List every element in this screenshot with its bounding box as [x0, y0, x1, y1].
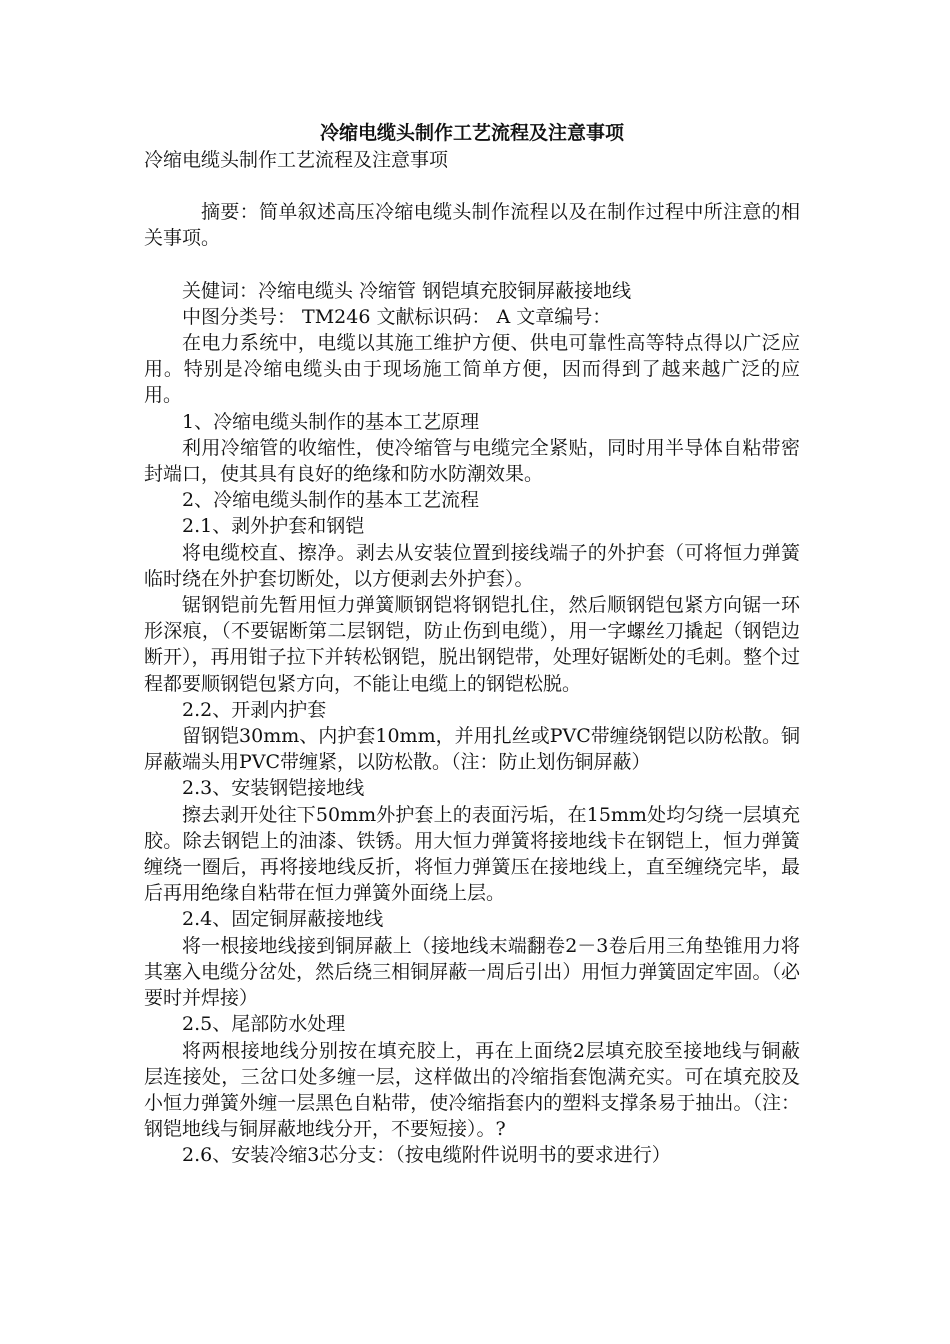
spacer [144, 173, 800, 199]
spacer [144, 252, 800, 278]
body-paragraph: 将一根接地线接到铜屏蔽上（接地线末端翻卷2－3卷后用三角垫锥用力将其塞入电缆分岔处，然后绕三相铜屏蔽一周后引出）用恒力弹簧固定牢固。（必要时并焊接） [144, 934, 800, 1010]
section-heading-1: 1、冷缩电缆头制作的基本工艺原理 [182, 410, 480, 433]
subsection-heading-2-4: 2.4、固定铜屏蔽接地线 [182, 908, 384, 931]
document-subtitle: 冷缩电缆头制作工艺流程及注意事项 [144, 149, 449, 171]
subsection-heading-2-5: 2.5、尾部防水处理 [182, 1013, 346, 1036]
body-paragraph: 擦去剥开处往下50mm外护套上的表面污垢，在15mm处均匀绕一层填充胶。除去钢铠上的油漆、铁锈。用大恒力弹簧将接地线卡在钢铠上，恒力弹簧缠绕一圈后，再将接地线反折，将恒力弹簧压在接地线上，直至缠绕完毕，最后再用绝缘自粘带在恒力弹簧外面绕上层。 [144, 803, 800, 905]
keywords: 关健词：冷缩电缆头 冷缩管 钢铠填充胶铜屏蔽接地线 [182, 279, 632, 302]
subsection-heading-2-1: 2.1、剥外护套和钢铠 [182, 515, 365, 538]
body-paragraph: 将两根接地线分别按在填充胶上，再在上面绕2层填充胶至接地线与铜蔽层连接处，三岔口处多缠一层，这样做出的冷缩指套饱满充实。可在填充胶及小恒力弹簧外缠一层黑色自粘带，使冷缩指套内的塑料支撑条易于抽出。（注：钢铠地线与铜屏蔽地线分开，不要短接）。? [144, 1039, 800, 1141]
subsection-heading-2-6: 2.6、安装冷缩3芯分支：（按电缆附件说明书的要求进行） [182, 1144, 671, 1167]
subsection-heading-2-3: 2.3、安装钢铠接地线 [182, 777, 365, 800]
abstract: 摘要：简单叙述高压冷缩电缆头制作流程以及在制作过程中所注意的相关事项。 [144, 201, 800, 250]
subsection-heading-2-2: 2.2、开剥内护套 [182, 698, 327, 721]
section-heading-2: 2、冷缩电缆头制作的基本工艺流程 [182, 489, 480, 512]
body-paragraph: 留钢铠30mm、内护套10mm，并用扎丝或PVC带缠绕钢铠以防松散。铜屏蔽端头用PVC带缠紧，以防松散。（注：防止划伤铜屏蔽） [144, 725, 800, 774]
document-body [144, 119, 800, 1169]
document-title: 冷缩电缆头制作工艺流程及注意事项 [319, 122, 624, 144]
body-paragraph: 锯钢铠前先暂用恒力弹簧顺钢铠将钢铠扎住，然后顺钢铠包紧方向锯一环形深痕，（不要锯断第二层钢铠，防止伤到电缆），用一字螺丝刀撬起（钢铠边断开），再用钳子拉下并转松钢铠，脱出钢铠带，处理好锯断处的毛刺。整个过程都要顺钢铠包紧方向，不能让电缆上的钢铠松脱。 [144, 594, 800, 695]
intro-paragraph: 在电力系统中，电缆以其施工维护方便、供电可靠性高等特点得以广泛应用。特别是冷缩电缆头由于现场施工简单方便，因而得到了越来越广泛的应用。 [144, 332, 800, 407]
body-paragraph: 将电缆校直、擦净。剥去从安装位置到接线端子的外护套（可将恒力弹簧临时绕在外护套切断处，以方便剥去外护套）。 [144, 541, 800, 590]
body-paragraph: 利用冷缩管的收缩性，使冷缩管与电缆完全紧贴，同时用半导体自粘带密封端口，使其具有良好的绝缘和防水防潮效果。 [144, 436, 800, 486]
classification-line: 中图分类号： TM246 文献标识码： A 文章编号： [182, 305, 612, 328]
